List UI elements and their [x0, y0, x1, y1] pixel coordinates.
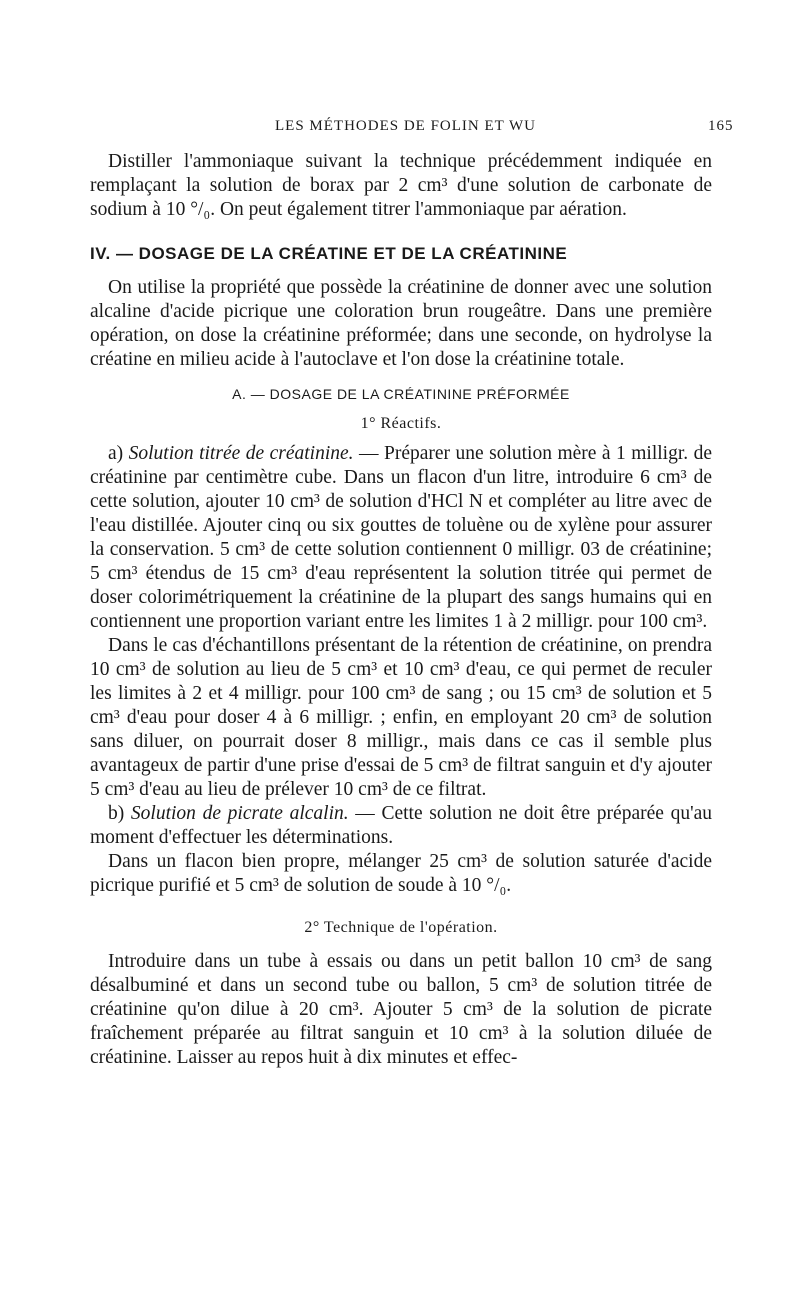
item-title-solution-titree: Solution titrée de créatinine.	[128, 443, 354, 464]
item-text-solution-titree: — Préparer une solution mère à 1 milligr. de créatinine par centimètre cube. Dans un flacon d'un litre, introduire 6 cm³ de cette solution, ajouter 10 cm³ de solution d'HCl N et compléter au litre avec de l'eau distillée. Ajouter cinq ou six gouttes de toluène ou de xylène pour assurer la conservation. 5 cm³ de cette solution contiennent 0 milligr. 03 de créatinine; 5 cm³ étendus de 15 cm³ d'eau représentent la solution titrée qui permet de doser colorimétriquement la créatinine de la plupart des sangs humains qui en contiennent une proportion variant entre les limites 1 à 2 milligr. pour 100 cm³.	[90, 443, 712, 632]
item-label-b: b)	[108, 803, 131, 824]
paragraph-picrate	[90, 802, 712, 850]
running-head-title: LES MÉTHODES DE FOLIN ET WU	[275, 118, 537, 134]
paragraph-technique: Introduire dans un tube à essais ou dans un petit ballon 10 cm³ de sang désalbuminé et dans un second tube ou ballon, 5 cm³ de solution titrée de créatinine qu'on dilue à 20 cm³. Ajouter 5 cm³ de la solution de picrate fraîchement préparée au filtrat sanguin et 10 cm³ à la solution diluée de créatinine. Laisser au repos huit à dix minutes et effec-	[90, 951, 712, 1068]
paragraph-retention: Dans le cas d'échantillons présentant de la rétention de créatinine, on prendra 10 cm³ de solution au lieu de 5 cm³ et 10 cm³ d'eau, ce qui permet de reculer les limites à 2 et 4 milligr. pour 100 cm³ de sang ; ou 15 cm³ de solution et 5 cm³ d'eau pour doser 4 à 6 milligr. ; enfin, en employant 20 cm³ de solution sans diluer, on pourrait doser 8 milligr., mais dans ce cas il semble plus avantageux de partir d'une prise d'essai de 5 cm³ de filtrat sanguin et d'y ajouter 5 cm³ d'eau au lieu de prélever 10 cm³ de ce filtrat.	[90, 635, 712, 800]
body-text	[90, 150, 712, 1070]
item-title-picrate: Solution de picrate alcalin.	[130, 803, 349, 824]
paragraph-principle: On utilise la propriété que possède la créatinine de donner avec une solution alcaline d'acide picrique une coloration brun rougeâtre. Dans une première opération, on dose la créatinine préformée; dans une seconde, on hydrolyse la créatine en milieu acide à l'autoclave et l'on dose la créatinine totale.	[90, 277, 712, 370]
paragraph-solution-titree	[90, 442, 712, 634]
heading-reactifs: 1° Réactifs.	[360, 415, 442, 432]
item-label-a: a)	[108, 443, 129, 464]
heading-technique: 2° Technique de l'opération.	[304, 919, 498, 936]
section-heading-iv: IV. — DOSAGE DE LA CRÉATINE ET DE LA CRÉATININE	[90, 244, 568, 263]
paragraph-ammoniaque: Distiller l'ammoniaque suivant la technique précédemment indiquée en remplaçant la solution de borax par 2 cm³ d'une solution de carbonate de sodium à 10 °/₀. On peut également titrer l'ammoniaque par aération.	[90, 151, 712, 220]
item-text-picrate: — Cette solution ne doit être préparée qu'au moment d'effectuer les déterminations.	[90, 803, 712, 848]
paragraph-flacon: Dans un flacon bien propre, mélanger 25 cm³ de solution saturée d'acide picrique purifié et 5 cm³ de solution de soude à 10 °/₀.	[90, 851, 712, 896]
page-number: 165	[708, 118, 734, 134]
subsection-heading-a: A. — DOSAGE DE LA CRÉATININE PRÉFORMÉE	[232, 386, 570, 402]
